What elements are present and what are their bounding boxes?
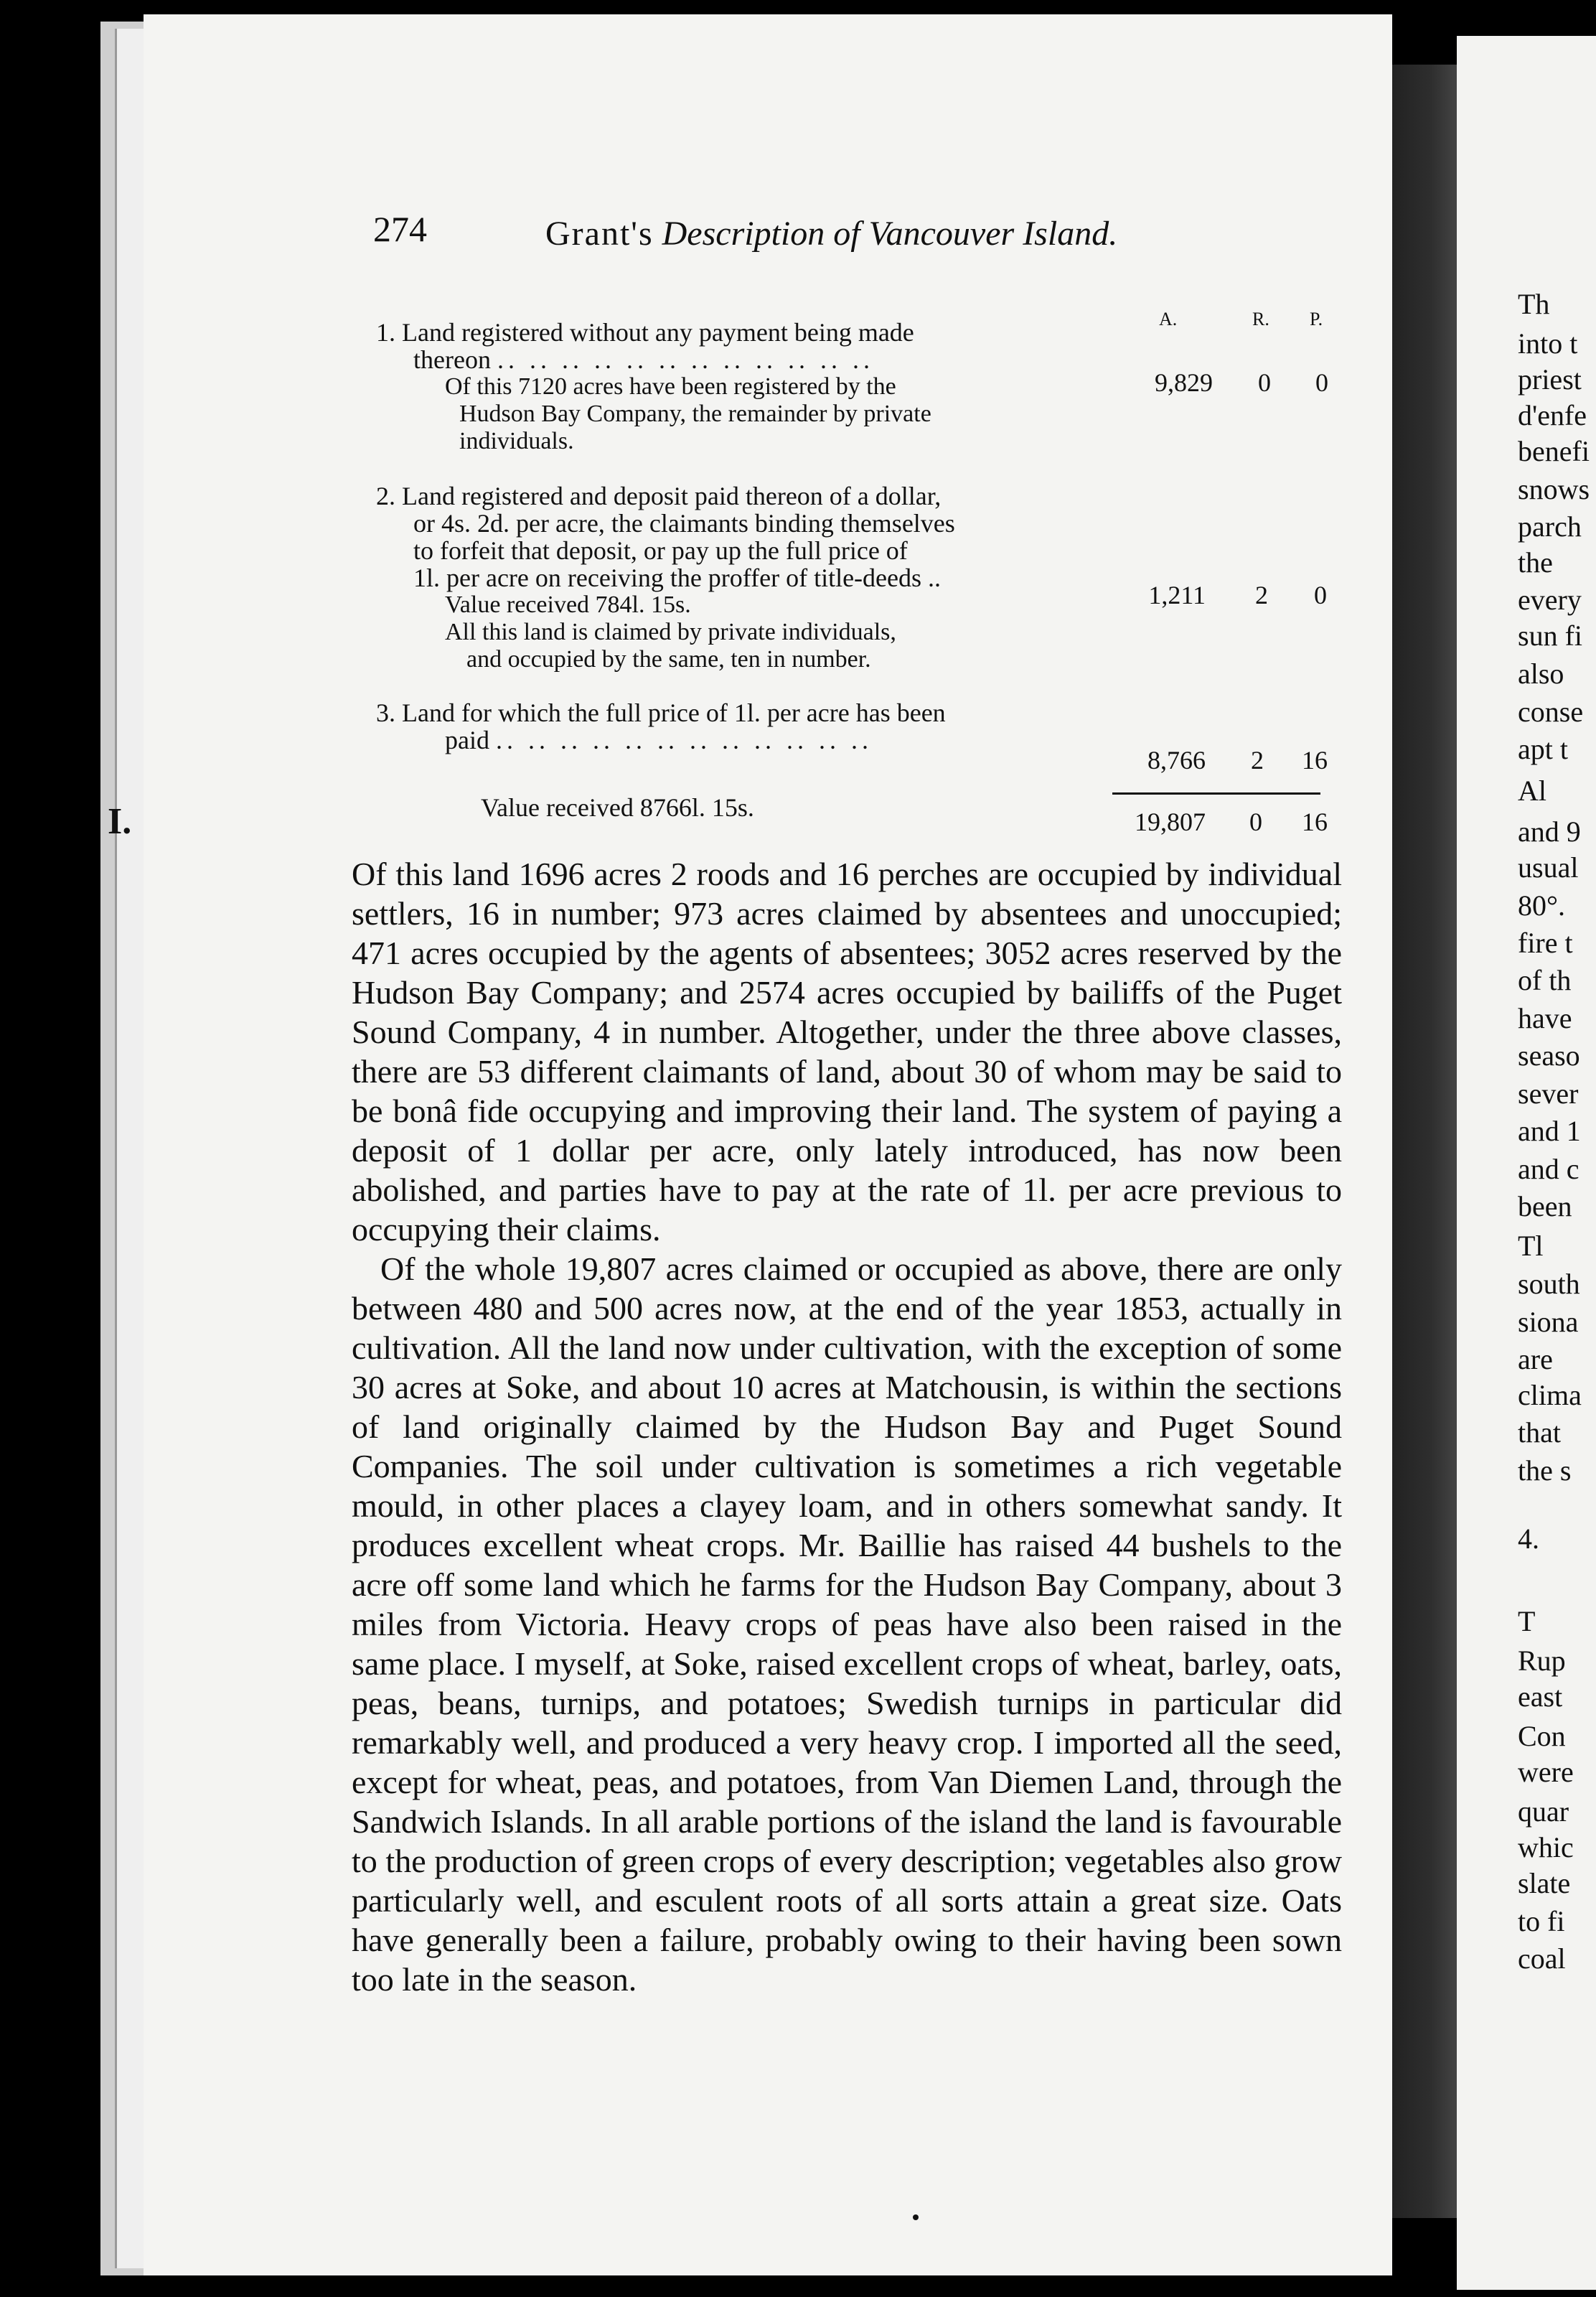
roods-value: 2 (1255, 581, 1268, 609)
facing-page-line: T (1518, 1605, 1536, 1637)
facing-page-line: been (1518, 1190, 1572, 1222)
table-entry-2 (376, 482, 1127, 673)
facing-page-line: siona (1518, 1306, 1579, 1338)
roods-value: 2 (1251, 746, 1264, 775)
entry-note: individuals. (459, 428, 574, 454)
perches-value: 0 (1314, 581, 1327, 609)
facing-page-line: every (1518, 584, 1582, 616)
margin-mark: I. (108, 801, 132, 842)
facing-page-line: into t (1518, 327, 1578, 360)
entry-line: Land registered and deposit paid thereon of a dollar, (402, 482, 942, 510)
facing-page-fragment (1457, 36, 1596, 2290)
left-page-edge-inner (115, 29, 146, 2268)
facing-page-line: sun fi (1518, 619, 1582, 652)
dot-leader: .. .. .. .. .. .. .. .. .. .. .. .. (497, 345, 874, 374)
entry-note: and occupied by the same, ten in number. (466, 646, 871, 673)
facing-page-line: coal (1518, 1942, 1566, 1975)
acres-value: 1,211 (1148, 581, 1206, 609)
roods-value: 0 (1258, 368, 1271, 397)
facing-page-line: priest (1518, 363, 1582, 396)
facing-page-line: seaso (1518, 1039, 1580, 1072)
facing-page-line: were (1518, 1756, 1574, 1788)
column-header-perches: P. (1310, 309, 1323, 329)
entry-line: thereon .. .. .. .. .. .. .. .. .. .. .. .. (413, 345, 874, 374)
entry-number: 3. (376, 698, 395, 727)
facing-page-line: have (1518, 1002, 1572, 1034)
entry-line: 1l. per acre on receiving the proffer of title-deeds .. (413, 563, 942, 592)
facing-page-line: the (1518, 546, 1553, 579)
running-head-title: Description of Vancouver Island. (662, 215, 1118, 253)
facing-page-line: Th (1518, 288, 1550, 320)
facing-page-line: Rup (1518, 1645, 1566, 1677)
facing-page-line: fire t (1518, 927, 1573, 959)
entry-line: Land registered without any payment being made (402, 318, 914, 347)
total-perches: 16 (1302, 808, 1328, 836)
facing-page-line: benefi (1518, 435, 1590, 467)
entry-line: Land for which the full price of 1l. per acre has been (402, 698, 946, 727)
facing-page-line: to fi (1518, 1905, 1565, 1937)
facing-page-line: d'enfe (1518, 399, 1587, 431)
facing-page-line: east (1518, 1680, 1563, 1713)
total-roods: 0 (1249, 808, 1262, 836)
facing-page-line: Con (1518, 1720, 1566, 1752)
acres-value: 9,829 (1155, 368, 1213, 397)
column-header-roods: R. (1252, 309, 1269, 329)
entry-number: 2. (376, 482, 395, 510)
facing-page-line: usual (1518, 851, 1579, 884)
facing-page-line: snows (1518, 473, 1590, 505)
entry-note: Of this 7120 acres have been registered by the (445, 373, 896, 400)
facing-page-line: the s (1518, 1454, 1572, 1487)
facing-page-line: clima (1518, 1379, 1582, 1411)
total-rule (1112, 792, 1320, 795)
facing-page-line: conse (1518, 696, 1584, 728)
running-head (545, 214, 1117, 253)
entry-line: or 4s. 2d. per acre, the claimants binding themselves (413, 509, 955, 538)
total-acres: 19,807 (1135, 808, 1206, 836)
facing-page-line: Al (1518, 775, 1546, 807)
facing-page-line: and 9 (1518, 815, 1581, 848)
facing-page-line: whic (1518, 1831, 1574, 1863)
facing-page-line: sever (1518, 1077, 1579, 1110)
dot-leader: .. .. .. .. .. .. .. .. .. .. .. .. (495, 726, 873, 754)
facing-page-line: 4. (1518, 1522, 1539, 1555)
facing-page-line: apt t (1518, 733, 1568, 765)
facing-page-line: parch (1518, 510, 1582, 543)
page-dot (913, 2214, 919, 2220)
facing-page-line: Tl (1518, 1230, 1544, 1262)
value-received-total: Value received 8766l. 15s. (481, 793, 754, 822)
body-text (352, 854, 1342, 1999)
paragraph-2: Of the whole 19,807 acres claimed or occupied as above, there are only between 480 and 500 acres now, at the end of the year 1853, actually in cultivation. All the land now under cultivation, with the exception of some 30 acres at Soke, and about 10 acres at Matchousin, is within the sections of land originally claimed by the Hudson Bay and Puget Sound Companies. The soil under cultivation is sometimes a rich vegetable mould, in other places a clayey loam, and in others somewhat sandy. It produces excellent wheat crops. Mr. Baillie has raised 44 bushels to the acre off some land which he farms for the Hudson Bay Company, about 3 miles from Victoria. Heavy crops of peas have also been raised in the same place. I myself, at Soke, raised excellent crops of wheat, barley, oats, peas, beans, turnips, and potatoes; Swedish turnips in particular did remarkably well, and produced a very heavy crop. I imported all the seed, except for wheat, peas, and potatoes, from Van Diemen Land, through the Sandwich Islands. In all arable portions of the island the land is favourable to the production of green crops of every description; vegetables also grow particularly well, and esculent roots of all sorts attain a great size. Oats have generally been a failure, probably owing to their having been sown too late in the season. (352, 1250, 1342, 1998)
facing-page-line: and 1 (1518, 1115, 1581, 1147)
page-number: 274 (373, 209, 427, 249)
table-entry-1 (376, 318, 1127, 455)
facing-page-line: 80°. (1518, 889, 1565, 922)
book-gutter (1392, 65, 1457, 2218)
facing-page-line: quar (1518, 1795, 1569, 1828)
facing-page-line: slate (1518, 1867, 1571, 1899)
perches-value: 0 (1315, 368, 1328, 397)
running-head-author: Grant's (545, 215, 654, 253)
entry-note: All this land is claimed by private individuals, (445, 619, 896, 645)
table-entry-3 (376, 698, 1127, 754)
facing-page-line: also (1518, 658, 1564, 690)
entry-number: 1. (376, 318, 395, 347)
paragraph-1: Of this land 1696 acres 2 roods and 16 perches are occupied by individual settlers, 16 in number; 973 acres claimed by absentees and unoccupied; 471 acres occupied by the agents of absentees; 3052 acres reserved by the Hudson Bay Company; and 2574 acres occupied by bailiffs of the Puget Sound Company, 4 in number. Altogether, under the three above classes, there are 53 different claimants of land, about 30 of whom may be said to be bonâ fide occupying and improving their land. The system of paying a deposit of 1 dollar per acre, only lately introduced, has now been abolished, and parties have to pay at the rate of 1l. per acre previous to occupying their claims. (352, 856, 1342, 1248)
entry-note: Value received 784l. 15s. (445, 591, 691, 618)
facing-page-line: south (1518, 1268, 1580, 1300)
facing-page-line: that (1518, 1416, 1561, 1449)
entry-note: Hudson Bay Company, the remainder by private (459, 401, 931, 427)
facing-page-line: are (1518, 1343, 1553, 1375)
facing-page-line: of th (1518, 964, 1572, 996)
acres-value: 8,766 (1147, 746, 1206, 775)
column-header-acres: A. (1159, 309, 1178, 329)
facing-page-line: and c (1518, 1153, 1579, 1185)
entry-line: to forfeit that deposit, or pay up the full price of (413, 536, 908, 565)
entry-line: paid .. .. .. .. .. .. .. .. .. .. .. .. (445, 726, 873, 754)
perches-value: 16 (1302, 746, 1328, 775)
